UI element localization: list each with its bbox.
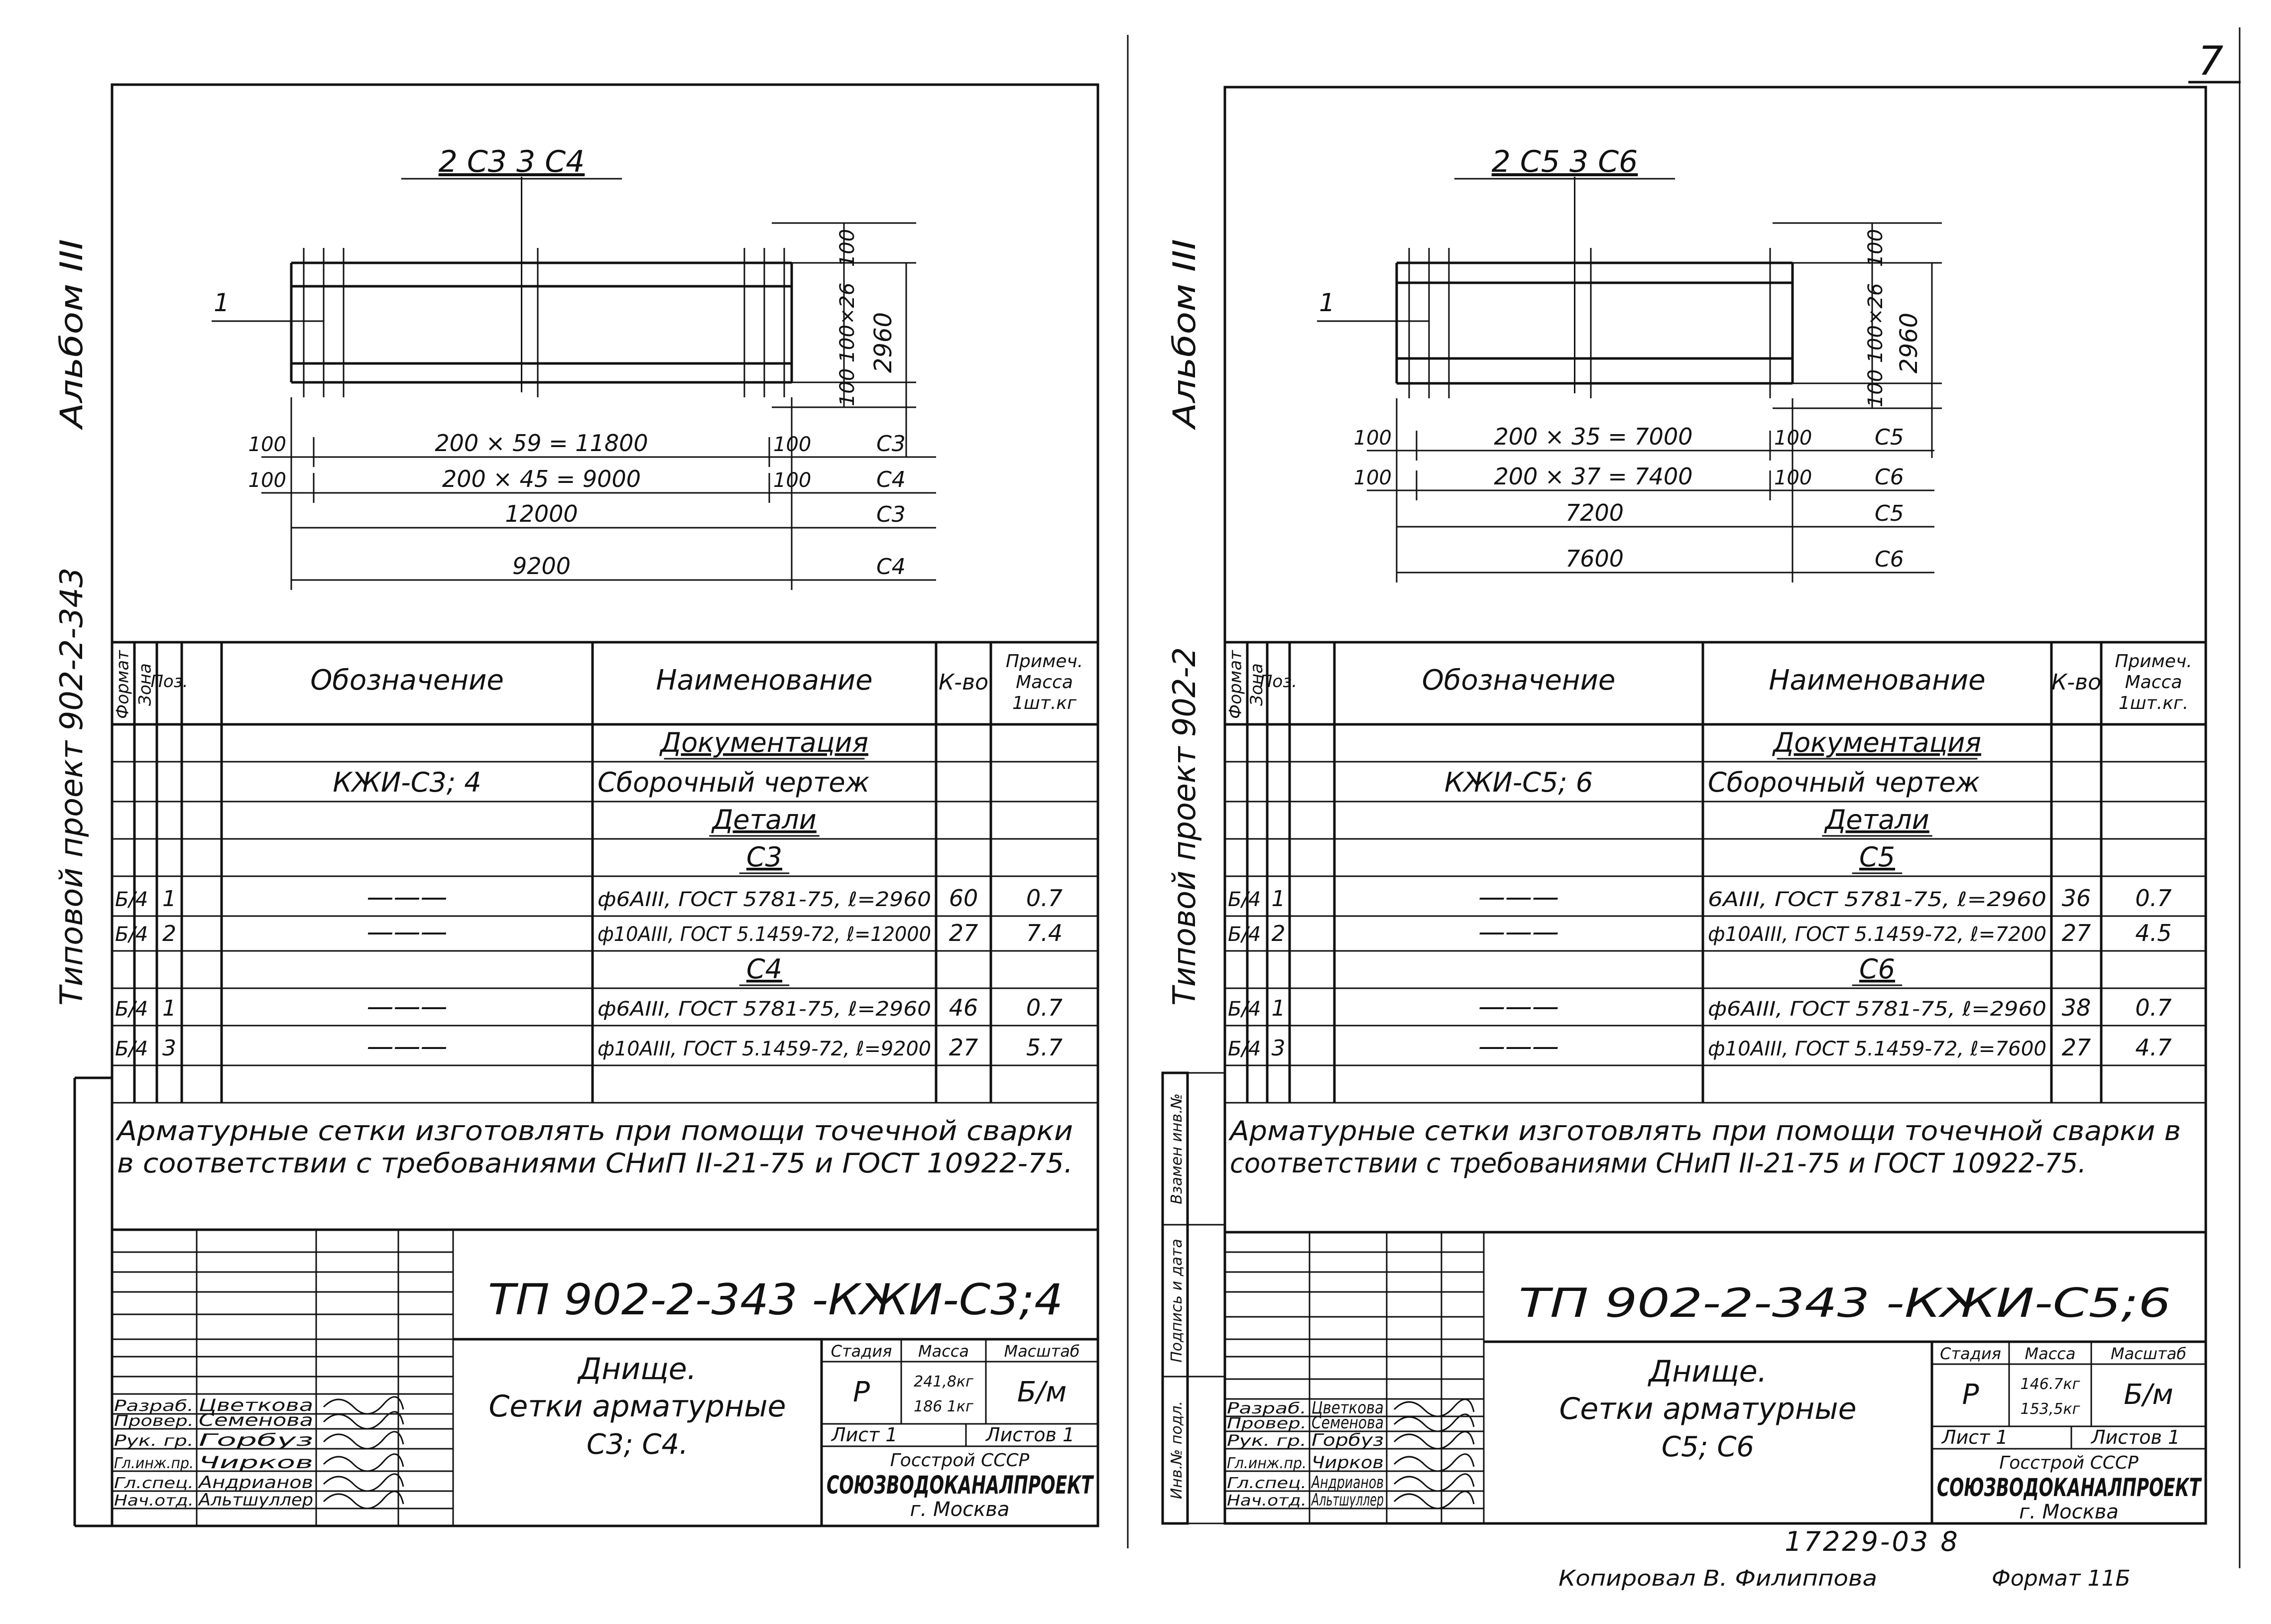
header-note: Масса bbox=[2125, 672, 2182, 693]
signature-mark bbox=[1394, 1454, 1474, 1471]
row-designation: ——— bbox=[366, 1031, 448, 1062]
mass-label: Масса bbox=[918, 1342, 969, 1361]
drawing-title: С3; С4. bbox=[587, 1428, 688, 1461]
role-label: Рук. гр. bbox=[114, 1432, 194, 1450]
scale-value: Б/м bbox=[1017, 1376, 1067, 1408]
row-designation: ——— bbox=[366, 991, 448, 1022]
scale-label: Масштаб bbox=[1004, 1342, 1080, 1361]
role-label: Рук. гр. bbox=[1227, 1432, 1307, 1450]
person-name: Цветкова bbox=[199, 1395, 313, 1415]
row-note: 4.7 bbox=[2135, 1034, 2172, 1061]
dim-end-value: 100 bbox=[1774, 466, 1812, 489]
header-note: 1шт.кг. bbox=[2118, 693, 2189, 713]
row-designation: КЖИ-С3; 4 bbox=[333, 767, 481, 798]
drawing-title: Сетки арматурные bbox=[1559, 1392, 1857, 1426]
row-pos: 1 bbox=[162, 886, 176, 912]
row-note: 0.7 bbox=[1026, 885, 1063, 912]
position-label: 1 bbox=[1319, 288, 1335, 317]
margin-album-label: Альбом III bbox=[1166, 270, 1202, 428]
header-format: Формат bbox=[113, 650, 133, 719]
sheets-total: Листов 1 bbox=[986, 1424, 1075, 1446]
row-designation: ——— bbox=[366, 881, 448, 913]
dim-value: 200 × 45 = 9000 bbox=[442, 465, 641, 492]
stamp-column bbox=[1188, 1073, 1225, 1523]
person-name: Альтшуллер bbox=[1311, 1490, 1384, 1510]
person-name: Семенова bbox=[1312, 1413, 1384, 1433]
dim-value: 200 × 35 = 7000 bbox=[1494, 423, 1693, 450]
footer-format: Формат 11Б bbox=[1992, 1566, 2131, 1591]
row-name: Документация bbox=[660, 727, 868, 758]
stage-value: Р bbox=[1962, 1379, 1979, 1411]
stage-label: Стадия bbox=[1940, 1344, 2001, 1363]
signature-mark bbox=[1394, 1399, 1474, 1416]
footer-doc-code: 17229-03 8 bbox=[1785, 1526, 1960, 1557]
row-name: С6 bbox=[1859, 953, 1896, 985]
person-name: Андрианов bbox=[1311, 1473, 1384, 1493]
sheet-number: Лист 1 bbox=[1942, 1426, 2008, 1448]
row-name: С4 bbox=[746, 953, 783, 985]
row-format: Б/4 bbox=[115, 923, 148, 946]
dim-value: 7200 bbox=[1565, 499, 1624, 526]
mass-value: 146.7кг bbox=[2020, 1376, 2080, 1393]
row-format: Б/4 bbox=[115, 1038, 148, 1060]
dim-end-value: 100 bbox=[1353, 427, 1392, 450]
position-label: 1 bbox=[214, 288, 230, 317]
person-name: Горбуз bbox=[1312, 1430, 1384, 1450]
scale-label: Масштаб bbox=[2110, 1344, 2187, 1363]
org-name: СОЮЗВОДОКАНАЛПРОЕКТ bbox=[1937, 1473, 2202, 1502]
signature-mark bbox=[324, 1454, 403, 1471]
header-note: 1шт.кг bbox=[1012, 693, 1076, 713]
row-pos: 1 bbox=[1271, 996, 1286, 1021]
row-qty: 36 bbox=[2061, 885, 2091, 912]
row-format: Б/4 bbox=[1228, 888, 1261, 911]
row-designation: ——— bbox=[1478, 1031, 1559, 1062]
row-name: Документация bbox=[1773, 727, 1981, 758]
role-label: Гл.спец. bbox=[1227, 1475, 1307, 1492]
row-designation: ——— bbox=[1478, 881, 1559, 913]
header-note: Масса bbox=[1016, 672, 1073, 693]
header-designation: Обозначение bbox=[310, 664, 504, 696]
mesh-callout: 2 С3 3 С4 bbox=[438, 144, 585, 179]
row-designation: ——— bbox=[1478, 916, 1559, 947]
mesh-mark: С6 bbox=[1875, 464, 1904, 490]
row-pos: 3 bbox=[1271, 1036, 1286, 1061]
row-note: 0.7 bbox=[2135, 994, 2172, 1021]
sheets-total: Листов 1 bbox=[2091, 1426, 2180, 1448]
row-name: ф6АIII, ГОСТ 5781-75, ℓ=2960 bbox=[1708, 998, 2046, 1021]
row-name: ф10АIII, ГОСТ 5.1459-72, ℓ=12000 bbox=[598, 923, 931, 946]
stamp-label: Подпись и дата bbox=[1168, 1239, 1186, 1363]
sheet-number: Лист 1 bbox=[832, 1424, 898, 1446]
row-pos: 1 bbox=[162, 996, 176, 1021]
dim-value: 200 × 59 = 11800 bbox=[435, 430, 648, 457]
dim-vertical: 2960 bbox=[1895, 312, 1923, 374]
org-name: СОЮЗВОДОКАНАЛПРОЕКТ bbox=[827, 1471, 1094, 1500]
role-label: Нач.отд. bbox=[114, 1492, 194, 1509]
row-name: ф10АIII, ГОСТ 5.1459-72, ℓ=7600 bbox=[1708, 1038, 2046, 1060]
org-city: г. Москва bbox=[2019, 1501, 2119, 1523]
row-designation: ——— bbox=[366, 916, 448, 947]
drawing-title: Днище. bbox=[578, 1352, 697, 1387]
person-name: Цветкова bbox=[1312, 1398, 1384, 1418]
row-pos: 1 bbox=[1271, 886, 1286, 912]
person-name: Альтшуллер bbox=[197, 1490, 313, 1510]
dim-vertical: 2960 bbox=[869, 312, 897, 373]
row-format: Б/4 bbox=[1228, 923, 1261, 946]
person-name: Чирков bbox=[1312, 1453, 1384, 1473]
signature-mark bbox=[324, 1397, 403, 1414]
row-name: Детали bbox=[1825, 804, 1929, 835]
row-name: С5 bbox=[1859, 841, 1896, 873]
row-qty: 27 bbox=[949, 1034, 978, 1061]
row-note: 7.4 bbox=[1026, 920, 1063, 946]
role-label: Гл.инж.пр. bbox=[114, 1455, 194, 1472]
signature-mark bbox=[1394, 1492, 1474, 1508]
signature-mark bbox=[324, 1492, 403, 1508]
dim-value: 12000 bbox=[505, 500, 578, 527]
general-note: в соответствии с требованиями СНиП II-21-75 и ГОСТ 10922-75. bbox=[117, 1148, 1073, 1179]
row-qty: 46 bbox=[949, 994, 978, 1021]
dim-value: 200 × 37 = 7400 bbox=[1494, 463, 1693, 490]
general-note: Арматурные сетки изготовлять при помощи точечной сварки в bbox=[1228, 1115, 2181, 1147]
mass-label: Масса bbox=[2025, 1344, 2076, 1363]
row-note: 5.7 bbox=[1026, 1034, 1063, 1061]
header-designation: Обозначение bbox=[1422, 664, 1616, 696]
margin-album-label: Альбом III bbox=[53, 270, 90, 428]
stage-value: Р bbox=[853, 1376, 870, 1408]
row-pos: 2 bbox=[1271, 921, 1286, 946]
drawing-code: ТП 902-2-343 -КЖИ-С5;6 bbox=[1519, 1280, 2171, 1326]
role-label: Нач.отд. bbox=[1227, 1492, 1307, 1509]
person-name: Чирков bbox=[199, 1453, 313, 1473]
row-pos: 3 bbox=[162, 1036, 176, 1061]
org-city: г. Москва bbox=[910, 1498, 1010, 1521]
row-name: ф10АIII, ГОСТ 5.1459-72, ℓ=9200 bbox=[598, 1038, 931, 1060]
row-designation: ——— bbox=[1478, 991, 1559, 1022]
row-format: Б/4 bbox=[115, 888, 148, 911]
stamp-label: Взамен инв.№ bbox=[1168, 1093, 1186, 1204]
dim-vertical: 100 bbox=[1864, 369, 1887, 408]
mesh-mark: С5 bbox=[1875, 425, 1904, 450]
person-name: Семенова bbox=[199, 1410, 313, 1430]
mesh-mark: С3 bbox=[876, 431, 906, 457]
row-pos: 2 bbox=[162, 921, 176, 946]
margin-project-label: Типовой проект 902-2 bbox=[1166, 647, 1202, 1006]
row-note: 0.7 bbox=[2135, 885, 2172, 912]
role-label: Гл.инж.пр. bbox=[1227, 1455, 1307, 1472]
dim-value: 9200 bbox=[512, 553, 571, 580]
footer-copied-by: Копировал В. Филиппова bbox=[1558, 1566, 1877, 1591]
mass-value: 186 1кг bbox=[914, 1398, 973, 1415]
header-zone: Зона bbox=[135, 663, 155, 706]
signature-mark bbox=[1394, 1432, 1474, 1449]
header-pos: Поз. bbox=[150, 672, 188, 692]
row-format: Б/4 bbox=[115, 998, 148, 1021]
row-name: ф6АIII, ГОСТ 5781-75, ℓ=2960 bbox=[598, 998, 931, 1021]
row-qty: 27 bbox=[949, 920, 978, 946]
dim-vertical: 100×26 bbox=[836, 282, 859, 363]
role-label: Провер. bbox=[1227, 1415, 1307, 1432]
row-format: Б/4 bbox=[1228, 998, 1261, 1021]
drawing-title: С5; С6 bbox=[1661, 1431, 1755, 1463]
signature-mark bbox=[324, 1432, 403, 1449]
header-note: Примеч. bbox=[1005, 651, 1083, 672]
row-note: 4.5 bbox=[2135, 920, 2172, 946]
mesh-mark: С4 bbox=[876, 554, 906, 580]
row-name: Сборочный чертеж bbox=[1708, 767, 1980, 798]
row-name: Детали bbox=[712, 804, 817, 835]
row-designation: КЖИ-С5; 6 bbox=[1444, 767, 1593, 798]
header-name: Наименование bbox=[1769, 664, 1986, 696]
scale-value: Б/м bbox=[2124, 1379, 2173, 1411]
general-note: Арматурные сетки изготовлять при помощи точечной сварки bbox=[115, 1115, 1074, 1147]
role-label: Разраб. bbox=[1227, 1400, 1307, 1417]
dim-vertical: 100 bbox=[836, 368, 859, 407]
drawing-title: Днище. bbox=[1649, 1354, 1767, 1389]
mesh-mark: С3 bbox=[876, 502, 906, 527]
header-pos: Поз. bbox=[1259, 672, 1298, 692]
dim-end-value: 100 bbox=[773, 469, 812, 492]
role-label: Провер. bbox=[114, 1412, 194, 1430]
stage-label: Стадия bbox=[831, 1342, 892, 1361]
stamp-label: Инв.№ подл. bbox=[1168, 1400, 1186, 1500]
row-format: Б/4 bbox=[1228, 1038, 1261, 1060]
dim-value: 7600 bbox=[1565, 545, 1624, 572]
dim-end-value: 100 bbox=[1774, 427, 1812, 450]
row-name: С3 bbox=[746, 841, 783, 873]
row-name: ф6АIII, ГОСТ 5781-75, ℓ=2960 bbox=[598, 888, 931, 911]
header-qty: К-во bbox=[939, 670, 988, 695]
row-name: Сборочный чертеж bbox=[598, 767, 870, 798]
row-qty: 38 bbox=[2061, 994, 2091, 1021]
header-zone: Зона bbox=[1247, 663, 1267, 706]
dim-vertical: 100 bbox=[836, 229, 859, 267]
mass-value: 241,8кг bbox=[914, 1373, 973, 1391]
mesh-callout: 2 С5 3 С6 bbox=[1491, 144, 1638, 179]
role-label: Гл.спец. bbox=[114, 1475, 194, 1492]
dim-vertical: 100 bbox=[1864, 229, 1887, 267]
dim-end-value: 100 bbox=[248, 469, 286, 492]
header-name: Наименование bbox=[656, 664, 873, 696]
mass-value: 153,5кг bbox=[2020, 1400, 2080, 1418]
row-qty: 27 bbox=[2061, 920, 2091, 946]
drawing-code: ТП 902-2-343 -КЖИ-С3;4 bbox=[488, 1275, 1063, 1325]
row-name: 6АIII, ГОСТ 5781-75, ℓ=2960 bbox=[1708, 888, 2046, 911]
org-ministry: Госстрой СССР bbox=[1999, 1453, 2139, 1473]
header-format: Формат bbox=[1225, 650, 1246, 719]
org-ministry: Госстрой СССР bbox=[890, 1450, 1030, 1471]
dim-end-value: 100 bbox=[248, 433, 286, 456]
mesh-mark: С6 bbox=[1875, 547, 1904, 572]
dim-vertical: 100×26 bbox=[1864, 283, 1887, 363]
row-qty: 60 bbox=[949, 885, 978, 912]
dim-end-value: 100 bbox=[773, 433, 812, 456]
page-number: 7 bbox=[2198, 38, 2224, 84]
header-qty: К-во bbox=[2051, 670, 2101, 695]
person-name: Горбуз bbox=[199, 1430, 313, 1450]
header-note: Примеч. bbox=[2115, 651, 2192, 672]
person-name: Андрианов bbox=[197, 1473, 313, 1493]
signature-mark bbox=[324, 1474, 403, 1491]
row-qty: 27 bbox=[2061, 1034, 2091, 1061]
role-label: Разраб. bbox=[114, 1397, 194, 1415]
drawing-title: Сетки арматурные bbox=[488, 1389, 786, 1424]
mesh-mark: С4 bbox=[876, 467, 906, 492]
signature-mark bbox=[1394, 1474, 1474, 1491]
mesh-mark: С5 bbox=[1875, 501, 1904, 526]
row-name: ф10АIII, ГОСТ 5.1459-72, ℓ=7200 bbox=[1708, 923, 2046, 946]
row-note: 0.7 bbox=[1026, 994, 1063, 1021]
general-note: соответствии с требованиями СНиП II-21-75 и ГОСТ 10922-75. bbox=[1230, 1148, 2086, 1179]
dim-end-value: 100 bbox=[1353, 466, 1392, 489]
margin-project-label: Типовой проект 902-2-343 bbox=[53, 577, 90, 1006]
